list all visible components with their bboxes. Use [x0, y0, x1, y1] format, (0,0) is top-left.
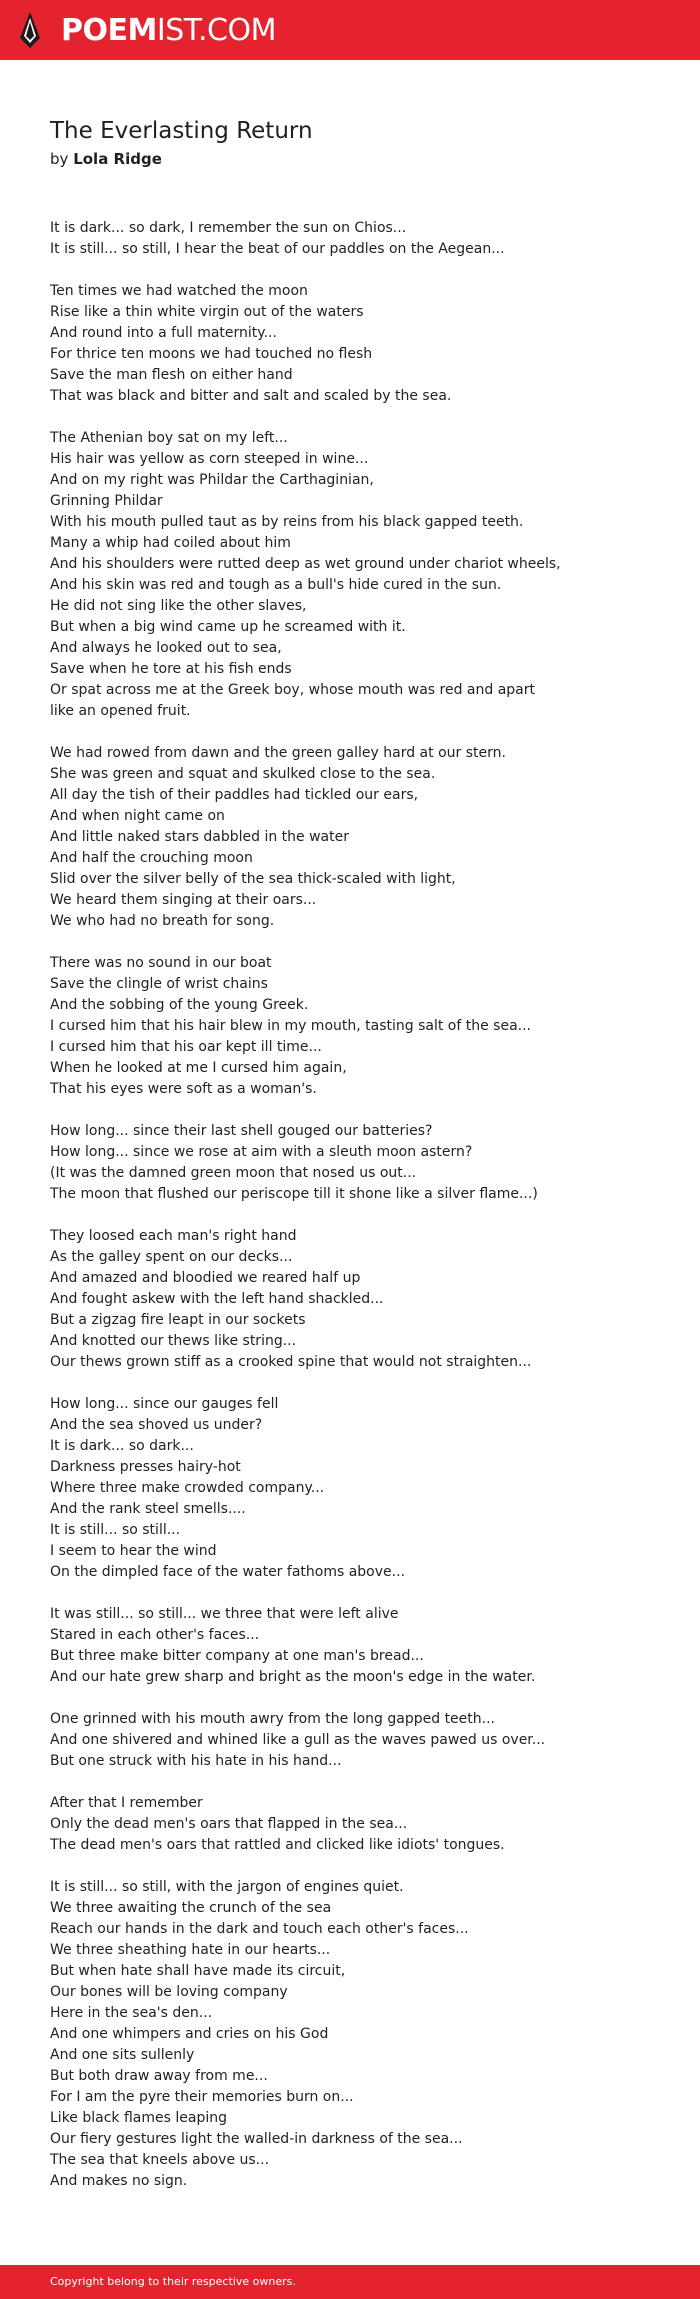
poem-line: The dead men's oars that rattled and clicked like idiots' tongues.	[50, 1837, 505, 1853]
poem-line: Darkness presses hairy-hot	[50, 1459, 241, 1475]
copyright-notice: Copyright belong to their respective owners.	[50, 2275, 296, 2288]
author-name: Lola Ridge	[73, 150, 162, 168]
poem-line: I cursed him that his oar kept ill time...	[50, 1039, 322, 1055]
poem-stanza	[50, 218, 670, 260]
poem-line: When he looked at me I cursed him again,	[50, 1060, 347, 1076]
brand-bold: POEM	[61, 13, 157, 48]
poem-stanza	[50, 1394, 670, 1583]
poem-line: And his skin was red and tough as a bull's hide cured in the sun.	[50, 577, 502, 593]
poem-line: It is dark... so dark, I remember the sun on Chios...	[50, 220, 407, 236]
poem-line: We three sheathing hate in our hearts...	[50, 1942, 331, 1958]
poem-stanza	[50, 281, 670, 407]
poem-line: All day the tish of their paddles had tickled our ears,	[50, 787, 419, 803]
poem-stanza	[50, 1877, 670, 2192]
poem-line: And his shoulders were rutted deep as wet ground under chariot wheels,	[50, 556, 561, 572]
poem-line: Save when he tore at his fish ends	[50, 661, 292, 677]
poem-line: And makes no sign.	[50, 2173, 188, 2189]
poem-line: And round into a full maternity...	[50, 325, 277, 341]
poem-line: Our fiery gestures light the walled-in darkness of the sea...	[50, 2131, 463, 2147]
site-footer	[0, 2265, 700, 2299]
poem-line: And the sea shoved us under?	[50, 1417, 263, 1433]
poem-line: And knotted our thews like string...	[50, 1333, 297, 1349]
poem-line: Many a whip had coiled about him	[50, 535, 291, 551]
poem-line: It is dark... so dark...	[50, 1438, 194, 1454]
poem-line: Like black flames leaping	[50, 2110, 227, 2126]
poem-line: Or spat across me at the Greek boy, whose mouth was red and apart	[50, 682, 536, 698]
poem-line: And fought askew with the left hand shackled...	[50, 1291, 384, 1307]
poem-stanza	[50, 1709, 670, 1772]
poem-line: (It was the damned green moon that nosed us out...	[50, 1165, 417, 1181]
poem-line: The moon that flushed our periscope till it shone like a silver flame...)	[50, 1186, 538, 1202]
site-header	[0, 0, 700, 60]
poem-line: That was black and bitter and salt and scaled by the sea.	[50, 388, 452, 404]
poem-line: And always he looked out to sea,	[50, 640, 282, 656]
poem-line: How long... since our gauges fell	[50, 1396, 279, 1412]
poem-line: But a zigzag fire leapt in our sockets	[50, 1312, 306, 1328]
poem-line: Our bones will be loving company	[50, 1984, 288, 2000]
poem-line: Save the man flesh on either hand	[50, 367, 293, 383]
poem-line: Slid over the silver belly of the sea thick-scaled with light,	[50, 871, 456, 887]
poem-line: As the galley spent on our decks...	[50, 1249, 293, 1265]
poem-line: Grinning Phildar	[50, 493, 163, 509]
poem-line: We who had no breath for song.	[50, 913, 275, 929]
poem-line: Ten times we had watched the moon	[50, 283, 308, 299]
poem-line: And on my right was Phildar the Carthaginian,	[50, 472, 374, 488]
poem-line: And when night came on	[50, 808, 225, 824]
poem-line: One grinned with his mouth awry from the long gapped teeth...	[50, 1711, 495, 1727]
by-label: by	[50, 150, 69, 168]
poem-line: After that I remember	[50, 1795, 203, 1811]
poem-line: She was green and squat and skulked close to the sea.	[50, 766, 436, 782]
poem-line: It is still... so still, I hear the beat of our paddles on the Aegean...	[50, 241, 505, 257]
poem-stanza	[50, 1604, 670, 1688]
poem-stanza	[50, 1793, 670, 1856]
poem-stanza	[50, 953, 670, 1100]
poem-line: Stared in each other's faces...	[50, 1627, 260, 1643]
poem-line: And one shivered and whined like a gull as the waves pawed us over...	[50, 1732, 546, 1748]
poem-line: And the sobbing of the young Greek.	[50, 997, 309, 1013]
poem-line: It is still... so still, with the jargon of engines quiet.	[50, 1879, 404, 1895]
poem-line: We heard them singing at their oars...	[50, 892, 317, 908]
poem-line: But three make bitter company at one man's bread...	[50, 1648, 424, 1664]
poem-line: We had rowed from dawn and the green galley hard at our stern.	[50, 745, 506, 761]
poem-line: For thrice ten moons we had touched no flesh	[50, 346, 373, 362]
poem-stanza	[50, 428, 670, 722]
poem-title: The Everlasting Return	[50, 118, 313, 144]
poem-line: And one sits sullenly	[50, 2047, 195, 2063]
poem-line: And half the crouching moon	[50, 850, 253, 866]
poem-line: How long... since we rose at aim with a sleuth moon astern?	[50, 1144, 473, 1160]
poem-line: And little naked stars dabbled in the water	[50, 829, 349, 845]
poem-stanza	[50, 1121, 670, 1205]
poem-line: Rise like a thin white virgin out of the waters	[50, 304, 364, 320]
poem-line: The sea that kneels above us...	[50, 2152, 270, 2168]
poem-line: Here in the sea's den...	[50, 2005, 213, 2021]
poem-line: It is still... so still...	[50, 1522, 181, 1538]
poem-line: But when hate shall have made its circuit,	[50, 1963, 346, 1979]
poem-line: I seem to hear the wind	[50, 1543, 217, 1559]
poem-line: But one struck with his hate in his hand...	[50, 1753, 342, 1769]
poem-byline	[50, 149, 162, 169]
poem-stanza	[50, 743, 670, 932]
poem-line: And one whimpers and cries on his God	[50, 2026, 329, 2042]
poem-line: How long... since their last shell gouged our batteries?	[50, 1123, 433, 1139]
poem-line: They loosed each man's right hand	[50, 1228, 297, 1244]
poem-line: But when a big wind came up he screamed with it.	[50, 619, 406, 635]
poem-line: We three awaiting the crunch of the sea	[50, 1900, 332, 1916]
poem-line: And amazed and bloodied we reared half up	[50, 1270, 361, 1286]
poem-line: For I am the pyre their memories burn on...	[50, 2089, 354, 2105]
poem-line: The Athenian boy sat on my left...	[50, 430, 288, 446]
poem-line: That his eyes were soft as a woman's.	[50, 1081, 317, 1097]
poem-line: But both draw away from me...	[50, 2068, 268, 2084]
poem-line: And the rank steel smells....	[50, 1501, 246, 1517]
poem-line: Only the dead men's oars that flapped in the sea...	[50, 1816, 408, 1832]
poem-body	[50, 218, 670, 2213]
poem-line: Where three make crowded company...	[50, 1480, 325, 1496]
poem-line: With his mouth pulled taut as by reins from his black gapped teeth.	[50, 514, 524, 530]
poem-line: Reach our hands in the dark and touch each other's faces...	[50, 1921, 469, 1937]
poem-line: I cursed him that his hair blew in my mouth, tasting salt of the sea...	[50, 1018, 532, 1034]
site-logo[interactable]	[61, 13, 276, 49]
poem-line: Save the clingle of wrist chains	[50, 976, 268, 992]
poem-line: He did not sing like the other slaves,	[50, 598, 307, 614]
poem-line: like an opened fruit.	[50, 703, 191, 719]
pen-nib-icon[interactable]	[18, 12, 42, 48]
brand-thin: IST.COM	[156, 13, 276, 48]
poem-line: It was still... so still... we three that were left alive	[50, 1606, 399, 1622]
poem-line: On the dimpled face of the water fathoms above...	[50, 1564, 405, 1580]
poem-line: There was no sound in our boat	[50, 955, 272, 971]
poem-line: And our hate grew sharp and bright as the moon's edge in the water.	[50, 1669, 536, 1685]
poem-line: His hair was yellow as corn steeped in wine...	[50, 451, 369, 467]
poem-line: Our thews grown stiff as a crooked spine that would not straighten...	[50, 1354, 532, 1370]
poem-stanza	[50, 1226, 670, 1373]
